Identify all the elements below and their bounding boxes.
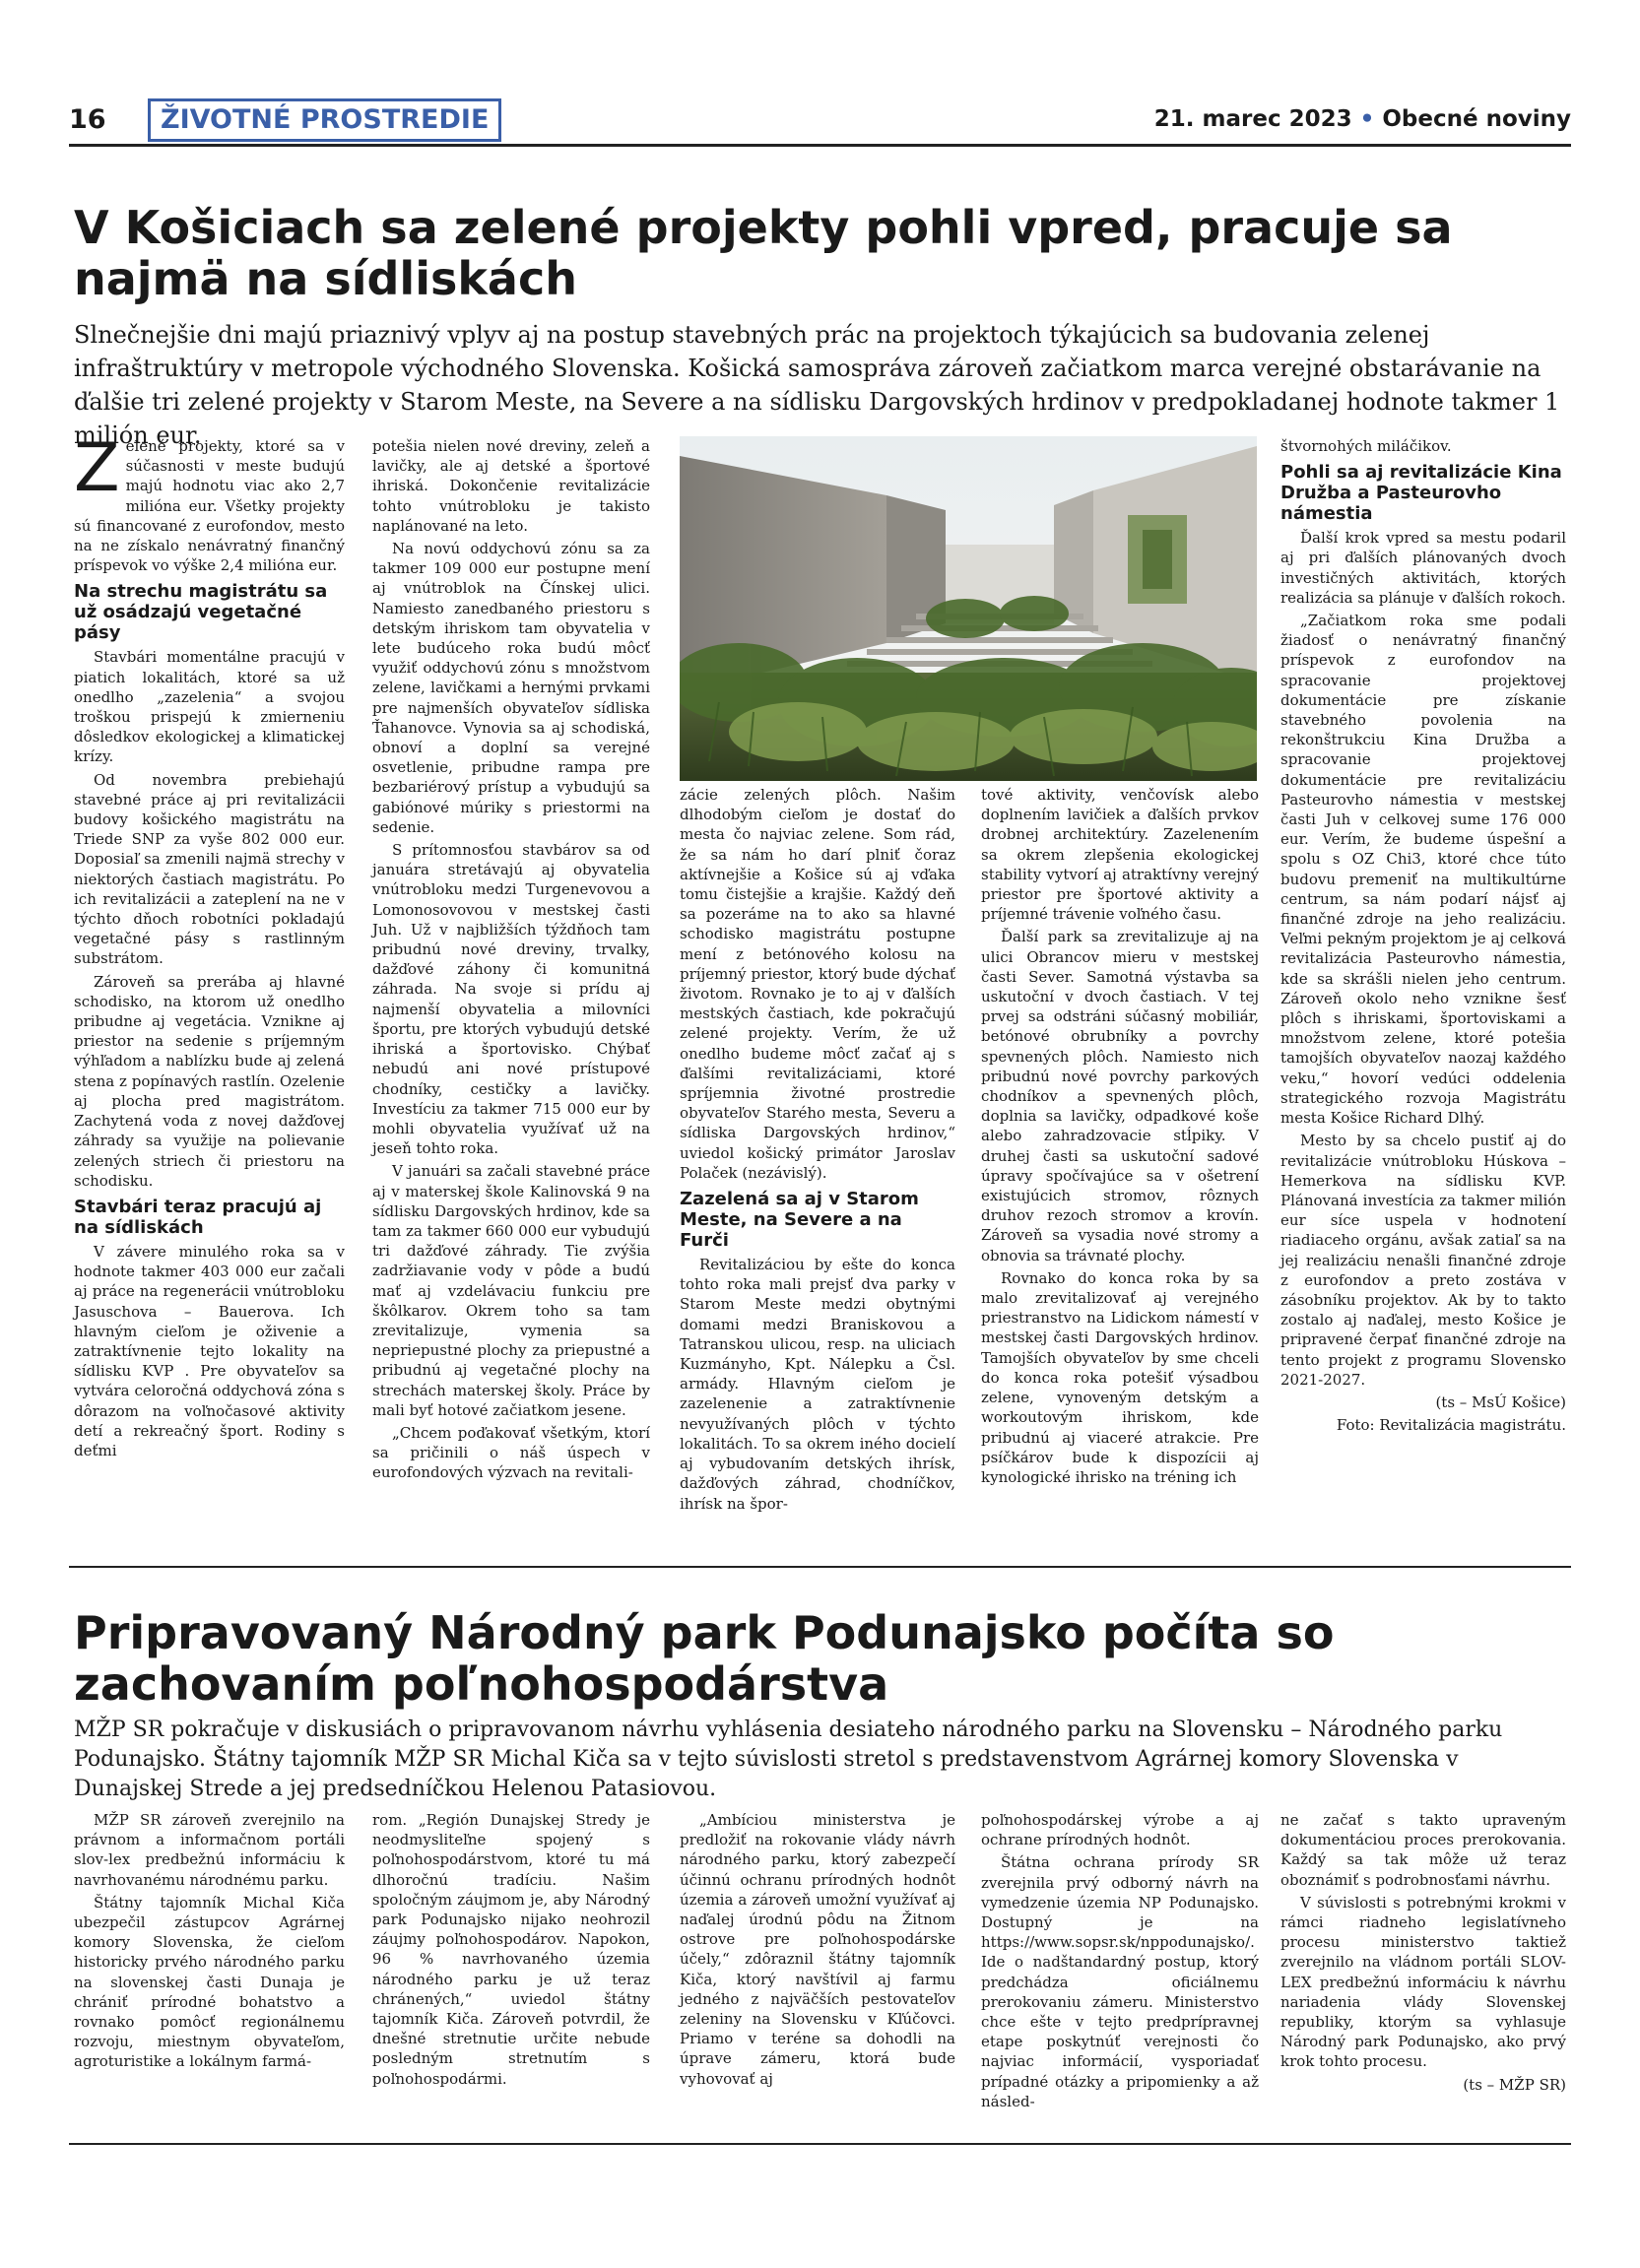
paragraph: Rovnako do konca roka by sa malo zrevitalizovať aj verejného priestranstvo na Lidickom námestí v mestskej časti Dargovských hrdinov. Tamojších obyvateľov by sme chceli do konca roka potešiť výsadbou zelene, vynoveným detským a workoutovým ihriskom, kde pribudnú aj viaceré atrakcie. Pre psíčkárov bude k dispozícii aj kynologické ihrisko na tréning ich — [981, 1268, 1259, 1486]
article1-title: V Košiciach sa zelené projekty pohli vpred, pracuje sa najmä na sídliskách — [74, 201, 1453, 305]
article2-column-1 — [74, 1810, 345, 2075]
article-photo — [680, 436, 1257, 781]
magistrate-rendering-image — [680, 436, 1257, 781]
issue-info — [1154, 106, 1571, 132]
paragraph: tové aktivity, venčovísk alebo doplnením lavičiek a ďalších prvkov drobnej architektúry. Zazelenením sa okrem zlepšenia ekologickej stability vytvorí aj atraktívny verejný priestor pre športové aktivity a príjemné trávenie voľného času. — [981, 786, 1259, 924]
article2-column-5 — [1280, 1810, 1566, 2098]
paragraph: Mesto by sa chcelo pustiť aj do revitalizácie vnútrobloku Húskova – Hemerkova na sídlisku KVP. Plánovaná investícia za takmer milión eur síce uspela v hodnotení riadiaceho orgánu, avšak zatiaľ sa na jej realizáciu nenašli finančné zdroje z eurofondov a preto zostáva v zásobníku projektov. Ak by to takto zostalo aj naďalej, mesto Košice je pripravené čerpať finančné zdroje na tento projekt z programu Slovensko 2021-2027. — [1280, 1132, 1566, 1389]
paragraph: „Začiatkom roka sme podali žiadosť o nenávratný finančný príspevok z eurofondov na spracovanie projektovej dokumentácie pre získanie stavebného povolenia na rekonštrukciu Kina Družba a spracovanie projektovej dokumentácie pre revitalizáciu Pasteurovho námestia v mestskej časti Juh v celkovej sume 176 000 eur. Verím, že budeme úspešní a spolu s OZ Chi3, ktoré chce túto budovu premeniť na multikultúrne centrum, sa nám podarí nájsť aj finančné zdroje na jeho realizáciu. Veľmi pekným projektom je aj celková revitalizácia Pasteurovho námestia, kde sa skrášli nielen jeho centrum. Zároveň okolo neho vznikne šesť plôch s ihriskami, športoviskami a množstvom zelene, ktoré potešia tamojších obyvateľov naozaj každého veku,“ hovorí vedúci oddelenia strategického rozvoja Magistrátu mesta Košice Richard Dlhý. — [1280, 612, 1566, 1128]
article2-column-3 — [680, 1810, 955, 2092]
publication-name: Obecné noviny — [1382, 106, 1571, 132]
article2-column-2 — [372, 1810, 650, 2092]
paragraph: Ďalší park sa zrevitalizuje aj na ulici Obrancov mieru v mestskej časti Sever. Samotná výstavba sa uskutoční v dvoch častiach. V tej prvej sa odstráni súčasný mobiliár, betónové obrubníky a povrchy spevnených plôch. Namiesto nich pribudnú nové povrchy parkových chodníkov a spevnených plôch, doplnia sa lavičky, odpadkové koše alebo zahradzovacie stĺpiky. V druhej časti sa uskutoční sadové úpravy spočívajúce sa v ošetrení existujúcich stromov, rôznych druhov rezoch stromov a krovín. Zároveň sa vysadia nové stromy a obnovia sa trávnaté plochy. — [981, 928, 1259, 1264]
article2-title: Pripravovaný Národný park Podunajsko počíta so zachovaním poľnohospodárstva — [74, 1606, 1335, 1711]
paragraph: Stavbári momentálne pracujú v piatich lokalitách, ktoré sa už onedlho „zazelenia“ a svojou troškou prispejú k zmierneniu dôsledkov ekologickej a klimatickej krízy. — [74, 648, 345, 766]
paragraph: V súvislosti s potrebnými krokmi v rámci riadneho legislatívneho procesu ministerstvo taktiež zverejnilo na vládnom portáli SLOV-LEX predbežnú informáciu k návrhu nariadenia vlády Slovenskej republiky, ktorým sa vyhlasuje Národný park Podunajsko, ako prvý krok tohto procesu. — [1280, 1893, 1566, 2071]
paragraph: Na novú oddychovú zónu sa za takmer 109 000 eur postupne mení aj vnútroblok na Čínskej ulici. Namiesto zanedbaného priestoru s detským ihriskom tam obyvatelia v lete budúceho roka budú môcť využiť oddychovú zónu s množstvom zelene, lavičkami a hernými prvkami pre najmenších obyvateľov sídliska Ťahanovce. Vynovia sa aj schodiská, obnoví a doplní sa verejné osvetlenie, pribudne rampa pre bezbariérový prístup a vybudujú sa gabiónové múriky s priestormi na sedenie. — [372, 540, 650, 836]
photo-credit: Foto: Revitalizácia magistrátu. — [1336, 1416, 1566, 1435]
subheading-roof: Na strechu magistrátu sa už osádzajú vegetačné pásy — [74, 581, 328, 644]
bottom-rule — [69, 2143, 1571, 2145]
paragraph: S prítomnosťou stavbárov sa od januára stretávajú aj obyvatelia vnútrobloku medzi Turgenevovou a Lomonosovovou v mestskej časti Juh. Už v najbližších týždňoch tam pribudnú nové dreviny, trvalky, dažďové záhony či komunitná záhrada. Na svoje si prídu aj najmenší obyvatelia a milovníci športu, pre ktorých vybudujú detské ihriská a športovisko. Chýbať nebudú ani nové prístupové chodníky, cestičky a lavičky. Investíciu za takmer 715 000 eur by mohli obyvatelia využívať už na jeseň tohto roka. — [372, 841, 650, 1158]
article1-signature: (ts – MsÚ Košice) — [1435, 1393, 1566, 1411]
subheading-housing-estates: Stavbári teraz pracujú aj na sídliskách — [74, 1196, 322, 1238]
paragraph: „Chcem poďakovať všetkým, ktorí sa pričinili o náš úspech v eurofondových výzvach na revitali- — [372, 1423, 650, 1482]
paragraph: zácie zelených plôch. Našim dlhodobým cieľom je dostať do mesta čo najviac zelene. Som rád, že sa nám ho darí plniť čoraz aktívnejšie a Košice sú aj vďaka tomu čistejšie a krajšie. Každý deň sa pozeráme na to ako sa hlavné schodisko magistrátu postupne mení z betónového kolosu na príjemný priestor, ktorý bude dýchať životom. Rovnako je to aj v ďalších mestských častiach, kde pokračujú zelené projekty. Verím, že už onedlho budeme môcť začať aj s ďalšími revitalizáciami, ktoré spríjemnia životné prostredie obyvateľov Starého mesta, Severu a sídliska Dargovských hrdinov,“ uviedol košický primátor Jaroslav Polaček (nezávislý). — [680, 786, 955, 1182]
paragraph: Štátna ochrana prírody SR zverejnila prvý odborný návrh na vymedzenie územia NP Podunajsko. Dostupný je na https://www.sopsr.sk/nppodunajsko/. Ide o nadštandardný postup, ktorý predchádza oficiálnemu prerokovaniu zámeru. Ministerstvo chce ešte v tejto predprípravnej etape poskytnúť verejnosti čo najviac informácií, vysporiadať prípadné otázky a pripomienky a až násled- — [981, 1853, 1259, 2110]
article2-signature: (ts – MŽP SR) — [1463, 2075, 1566, 2094]
article1-column-2 — [372, 436, 650, 1486]
section-label: ŽIVOTNÉ PROSTREDIE — [148, 98, 501, 142]
intro-paragraph: elené projekty, ktoré sa v súčasnosti v meste budujú majú hodnotu viac ako 2,7 milióna eur. Všetky projekty sú financované z eurofondov, mesto na ne získalo nenávratný finančný príspevok vo výške 2,4 milióna eur. — [74, 437, 345, 575]
paragraph: rom. „Región Dunajskej Stredy je neodmysliteľne spojený s poľnohospodárstvom, ktoré tu má dlhoročnú tradíciu. Našim spoločným záujmom je, aby Národný park Podunajsko nijako neohrozil záujmy poľnohospodárov. Napokon, 96 % navrhovaného územia národného parku je už teraz chránených,“ uviedol štátny tajomník Kiča. Zároveň potvrdil, že dnešné stretnutie určite nebude posledným stretnutím s poľnohospodármi. — [372, 1811, 650, 2088]
paragraph: Štátny tajomník Michal Kiča ubezpečil zástupcov Agrárnej komory Slovenska, že cieľom historicky prvého národného parku na slovenskej časti Dunaja je chrániť prírodné bohatstvo a rovnako pomôcť regionálnemu rozvoju, miestnym obyvateľom, agroturistike a lokálnym farmá- — [74, 1893, 345, 2071]
article2-lead: MŽP SR pokračuje v diskusiách o pripravovanom návrhu vyhlásenia desiateho národného parku na Slovensku – Národného parku Podunajsko. Štátny tajomník MŽP SR Michal Kiča sa v tejto súvislosti stretol s predstavenstvom Agrárnej komory Slovenska v Dunajskej Strede a jej predsedníčkou Helenou Patasiovou. — [74, 1717, 1503, 1801]
paragraph: poľnohospodárskej výrobe a aj ochrane prírodných hodnôt. — [981, 1811, 1259, 1849]
paragraph: Zároveň sa prerába aj hlavné schodisko, na ktorom už onedlho pribudne aj vegetácia. Vznikne aj priestor na sedenie s príjemným výhľadom a nablízku bude aj zelená stena z popínavých rastlín. Ozelenie aj plocha pred magistrátom. Zachytená voda z novej dažďovej záhrady sa využije na polievanie zelených striech či priestoru na schodisku. — [74, 972, 345, 1190]
separator-dot: • — [1359, 106, 1375, 132]
issue-date: 21. marec 2023 — [1153, 106, 1352, 132]
paragraph: Od novembra prebiehajú stavebné práce aj pri revitalizácii budovy košického magistrátu na Triede SNP za vyše 802 000 eur. Doposiaľ sa zmenili najmä strechy v niektorých častiach magistrátu. Po ich revitalizácii a zateplení na ne v týchto dňoch robotníci pokladajú vegetačné pásy s rastlinným substrátom. — [74, 770, 345, 968]
article1-column-4 — [981, 785, 1259, 1490]
subheading-kino-druzba: Pohli sa aj revitalizácie Kina Družba a Pasteurovho námestia — [1280, 462, 1562, 525]
paragraph: Revitalizáciou by ešte do konca tohto roka mali prejsť dva parky v Starom Meste medzi obytnými domami medzi Braniskovou a Tatranskou ulicou, resp. na uliciach Kuzmányho, Kpt. Nálepku a Čsl. armády. Hlavným cieľom je zazelenenie a zatraktívnenie nevyužívaných plôch v týchto lokalitách. To sa okrem iného docielí aj vybudovaním detských ihrísk, dažďových záhrad, chodníčkov, ihrísk na špor- — [680, 1256, 955, 1513]
article2-column-4 — [981, 1810, 1259, 2114]
page-number: 16 — [69, 104, 106, 135]
article1-column-5 — [1280, 436, 1566, 1438]
paragraph: V závere minulého roka sa v hodnote takmer 403 000 eur začali aj práce na regenerácii vnútrobloku Jasuschova – Bauerova. Ich hlavným cieľom je oživenie a zatraktívnenie tejto lokality na sídlisku KVP . Pre obyvateľov sa vytvára celoročná oddychová zóna s dôrazom na voľnočasové aktivity detí a rekreačný šport. Rodiny s deťmi — [74, 1242, 345, 1459]
paragraph: V januári sa začali stavebné práce aj v materskej škole Kalinovská 9 na sídlisku Dargovských hrdinov, kde sa tam za takmer 660 000 eur vybudujú tri dažďové záhrady. Tie zvýšia zadržiavanie vody v pôde a budú mať aj vzdelávaciu funkciu pre škôlkarov. Okrem toho sa tam zrevitalizuje, vymenia sa nepriepustné plochy za priepustné a pribudnú aj vegetačné plochy na strechách materskej školy. Práce by mali byť hotové začiatkom jesene. — [372, 1162, 650, 1419]
paragraph: štvornohých miláčikov. — [1280, 437, 1452, 455]
article1-column-3 — [680, 785, 955, 1517]
paragraph: „Ambíciou ministerstva je predložiť na rokovanie vlády návrh národného parku, ktorý zabezpečí účinnú ochranu prírodných hodnôt územia a zároveň umožní využívať aj naďalej úrodnú pôdu na Žitnom ostrove pre poľnohospodárske účely,“ zdôraznil štátny tajomník Kiča, ktorý navštívil aj farmu jedného z najväčších pestovateľov zeleniny na Slovensku v Kľúčovci. Priamo v teréne sa dohodli na úprave zámeru, ktorá bude vyhovovať aj — [680, 1811, 955, 2088]
article-divider — [69, 1566, 1571, 1568]
article1-column-1 — [74, 429, 345, 1463]
paragraph: MŽP SR zároveň zverejnilo na právnom a informačnom portáli slov-lex predbežnú informáciu k navrhovanému národnému parku. — [74, 1811, 345, 1889]
page-header — [69, 98, 1571, 138]
header-rule — [69, 144, 1571, 147]
paragraph: Ďalší krok vpred sa mestu podaril aj pri ďalších plánovaných dvoch investičných aktivitách, ktorých realizácia sa plánuje v ďalších rokoch. — [1280, 529, 1566, 607]
drop-cap: Z — [74, 429, 120, 507]
article1-lead: Slnečnejšie dni majú priaznivý vplyv aj na postup stavebných prác na projektoch týkajúcich sa budovania zelenej infraštruktúry v metropole východného Slovenska. Košická samospráva zároveň začiatkom marca verejné obstarávanie na ďalšie tri zelené projekty v Starom Meste, na Severe a na sídlisku Dargovských hrdinov v predpokladanej hodnote takmer 1 milión eur. — [74, 321, 1560, 449]
paragraph: ne začať s takto upraveným dokumentáciou proces prerokovania. Každý sa tak môže už teraz oboznámiť s podrobnosťami návrhu. — [1280, 1811, 1566, 1889]
paragraph: potešia nielen nové dreviny, zeleň a lavičky, ale aj detské a športové ihriská. Dokončenie revitalizácie tohto vnútrobloku je takisto naplánované na leto. — [372, 437, 650, 535]
subheading-old-town: Zazelená sa aj v Starom Meste, na Severe a na Furči — [680, 1189, 919, 1252]
